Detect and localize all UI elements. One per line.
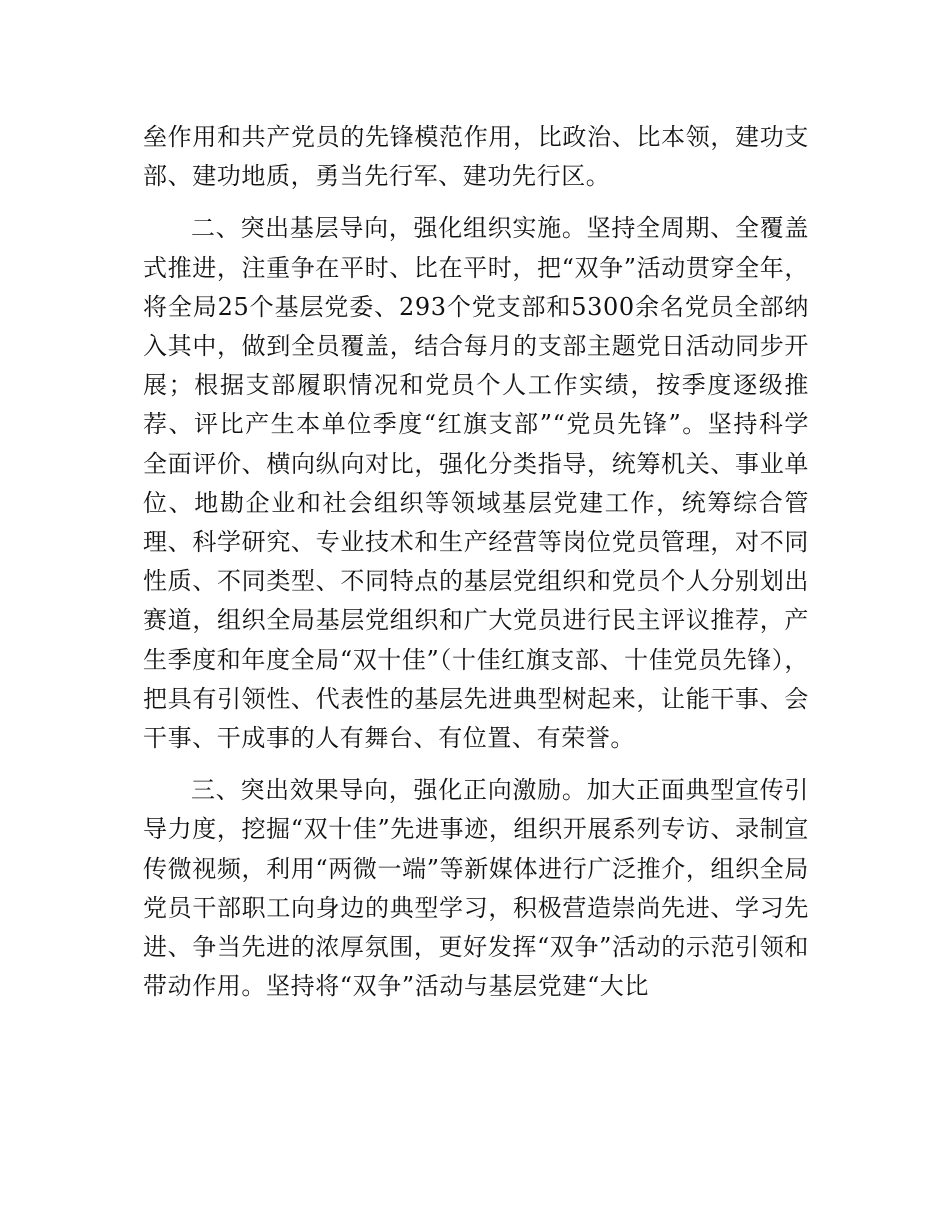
paragraph-section-two: 二、突出基层导向，强化组织实施。坚持全周期、全覆盖式推进，注重争在平时、比在平时，把“双争”活动贯穿全年，将全局25个基层党委、293个党支部和5300余名党员全部纳入其中，做到全员覆盖，结合每月的支部主题党日活动同步开展；根据支部履职情况和党员个人工作实绩，按季度逐级推荐、评比产生本单位季度“红旗支部”“党员先锋”。坚持科学全面评价、横向纵向对比，强化分类指导，统筹机关、事业单位、地勘企业和社会组织等领域基层党建工作，统筹综合管理、科学研究、专业技术和生产经营等岗位党员管理，对不同性质、不同类型、不同特点的基层党组织和党员个人分别划出赛道，组织全局基层党组织和广大党员进行民主评议推荐，产生季度和年度全局“双十佳”（十佳红旗支部、十佳党员先锋），把具有引领性、代表性的基层先进典型树起来，让能干事、会干事、干成事的人有舞台、有位置、有荣誉。 <box>143 214 809 753</box>
paragraph-section-three: 三、突出效果导向，强化正向激励。加大正面典型宣传引导力度，挖掘“双十佳”先进事迹，组织开展系列专访、录制宣传微视频，利用“两微一端”等新媒体进行广泛推介，组织全局党员干部职工向身边的典型学习，积极营造崇尚先进、学习先进、争当先进的浓厚氛围，更好发挥“双争”活动的示范引领和带动作用。坚持将“双争”活动与基层党建“大比 <box>143 776 809 1001</box>
paragraph-continuation: 垒作用和共产党员的先锋模范作用，比政治、比本领，建功支部、建功地质，勇当先行军、建功先行区。 <box>143 123 809 191</box>
document-body <box>143 118 809 1006</box>
